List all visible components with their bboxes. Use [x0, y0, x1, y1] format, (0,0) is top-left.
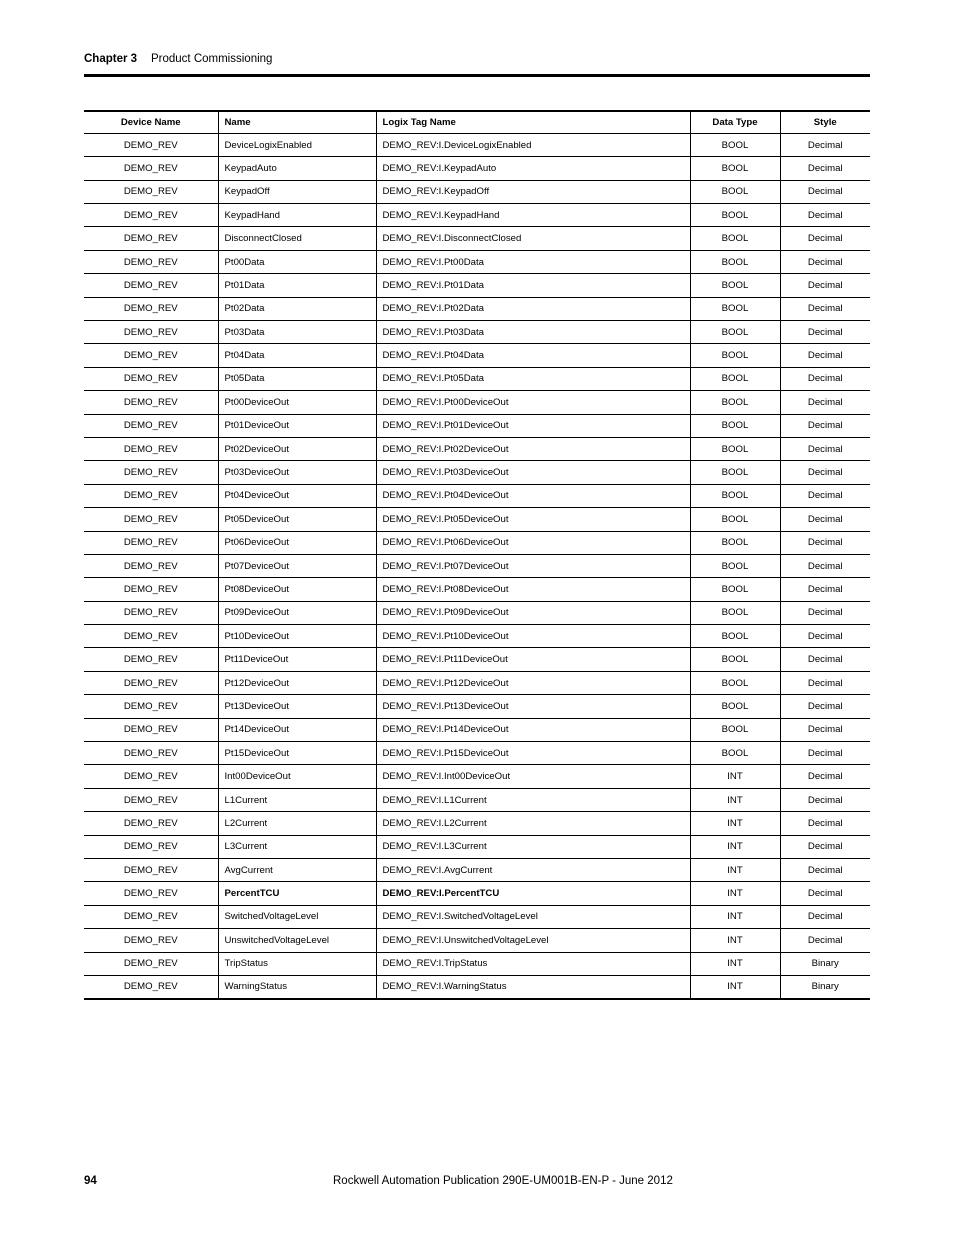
- table-row: [84, 742, 870, 765]
- cell-data-type: INT: [690, 788, 780, 811]
- cell-device-name: DEMO_REV: [84, 975, 218, 998]
- cell-data-type: INT: [690, 765, 780, 788]
- cell-data-type: INT: [690, 882, 780, 905]
- cell-style: Binary: [780, 952, 870, 975]
- table-row: [84, 671, 870, 694]
- cell-name: Pt14DeviceOut: [218, 718, 376, 741]
- cell-device-name: DEMO_REV: [84, 250, 218, 273]
- cell-device-name: DEMO_REV: [84, 952, 218, 975]
- cell-logix-tag-name: DEMO_REV:I.Pt10DeviceOut: [376, 625, 690, 648]
- cell-name: Pt11DeviceOut: [218, 648, 376, 671]
- cell-data-type: BOOL: [690, 648, 780, 671]
- cell-name: Pt07DeviceOut: [218, 554, 376, 577]
- cell-style: Decimal: [780, 437, 870, 460]
- table-row: [84, 391, 870, 414]
- cell-name: Pt04DeviceOut: [218, 484, 376, 507]
- cell-device-name: DEMO_REV: [84, 461, 218, 484]
- column-header-logix-tag-name: Logix Tag Name: [376, 111, 690, 133]
- cell-data-type: BOOL: [690, 274, 780, 297]
- cell-style: Decimal: [780, 625, 870, 648]
- cell-name: Pt02Data: [218, 297, 376, 320]
- cell-style: Decimal: [780, 204, 870, 227]
- cell-device-name: DEMO_REV: [84, 695, 218, 718]
- cell-style: Decimal: [780, 344, 870, 367]
- table-row: [84, 204, 870, 227]
- cell-style: Decimal: [780, 508, 870, 531]
- cell-name: UnswitchedVoltageLevel: [218, 929, 376, 952]
- cell-logix-tag-name: DEMO_REV:I.Pt05DeviceOut: [376, 508, 690, 531]
- cell-data-type: BOOL: [690, 578, 780, 601]
- cell-device-name: DEMO_REV: [84, 204, 218, 227]
- chapter-title: Product Commissioning: [151, 53, 273, 65]
- table-row: [84, 788, 870, 811]
- cell-logix-tag-name: DEMO_REV:I.SwitchedVoltageLevel: [376, 905, 690, 928]
- cell-logix-tag-name: DEMO_REV:I.Pt14DeviceOut: [376, 718, 690, 741]
- cell-device-name: DEMO_REV: [84, 391, 218, 414]
- cell-style: Decimal: [780, 531, 870, 554]
- cell-name: Pt09DeviceOut: [218, 601, 376, 624]
- cell-style: Decimal: [780, 297, 870, 320]
- cell-data-type: BOOL: [690, 297, 780, 320]
- cell-logix-tag-name: DEMO_REV:I.Pt05Data: [376, 367, 690, 390]
- table-row: [84, 695, 870, 718]
- page-header: [84, 53, 870, 75]
- cell-name: Pt01Data: [218, 274, 376, 297]
- table-row: [84, 321, 870, 344]
- cell-data-type: BOOL: [690, 531, 780, 554]
- cell-logix-tag-name: DEMO_REV:I.Pt07DeviceOut: [376, 554, 690, 577]
- cell-logix-tag-name: DEMO_REV:I.Pt15DeviceOut: [376, 742, 690, 765]
- publication-info: Rockwell Automation Publication 290E-UM001B-EN-P - June 2012: [333, 1175, 673, 1187]
- cell-device-name: DEMO_REV: [84, 859, 218, 882]
- cell-device-name: DEMO_REV: [84, 508, 218, 531]
- cell-logix-tag-name: DEMO_REV:I.DisconnectClosed: [376, 227, 690, 250]
- cell-style: Decimal: [780, 788, 870, 811]
- cell-style: Decimal: [780, 905, 870, 928]
- cell-device-name: DEMO_REV: [84, 718, 218, 741]
- cell-logix-tag-name: DEMO_REV:I.Pt12DeviceOut: [376, 671, 690, 694]
- cell-style: Decimal: [780, 391, 870, 414]
- cell-data-type: BOOL: [690, 180, 780, 203]
- cell-device-name: DEMO_REV: [84, 227, 218, 250]
- chapter-label: Chapter 3: [84, 53, 138, 65]
- table-row: [84, 157, 870, 180]
- cell-logix-tag-name: DEMO_REV:I.L3Current: [376, 835, 690, 858]
- cell-logix-tag-name: DEMO_REV:I.Pt00DeviceOut: [376, 391, 690, 414]
- cell-name: AvgCurrent: [218, 859, 376, 882]
- cell-name: KeypadAuto: [218, 157, 376, 180]
- cell-data-type: BOOL: [690, 484, 780, 507]
- cell-device-name: DEMO_REV: [84, 648, 218, 671]
- cell-logix-tag-name: DEMO_REV:I.L2Current: [376, 812, 690, 835]
- cell-logix-tag-name: DEMO_REV:I.Pt08DeviceOut: [376, 578, 690, 601]
- cell-device-name: DEMO_REV: [84, 321, 218, 344]
- cell-name: DeviceLogixEnabled: [218, 133, 376, 156]
- cell-data-type: BOOL: [690, 391, 780, 414]
- cell-style: Decimal: [780, 554, 870, 577]
- cell-data-type: BOOL: [690, 601, 780, 624]
- table-row: [84, 461, 870, 484]
- cell-logix-tag-name: DEMO_REV:I.PercentTCU: [376, 882, 690, 905]
- cell-device-name: DEMO_REV: [84, 157, 218, 180]
- cell-style: Decimal: [780, 671, 870, 694]
- cell-device-name: DEMO_REV: [84, 765, 218, 788]
- table-row: [84, 297, 870, 320]
- cell-logix-tag-name: DEMO_REV:I.Int00DeviceOut: [376, 765, 690, 788]
- cell-logix-tag-name: DEMO_REV:I.Pt03DeviceOut: [376, 461, 690, 484]
- cell-data-type: BOOL: [690, 671, 780, 694]
- cell-style: Decimal: [780, 414, 870, 437]
- cell-style: Decimal: [780, 180, 870, 203]
- column-header-style: Style: [780, 111, 870, 133]
- cell-data-type: INT: [690, 812, 780, 835]
- cell-style: Decimal: [780, 765, 870, 788]
- cell-name: Pt00DeviceOut: [218, 391, 376, 414]
- cell-style: Decimal: [780, 157, 870, 180]
- cell-name: Pt08DeviceOut: [218, 578, 376, 601]
- table-row: [84, 437, 870, 460]
- column-header-data-type: Data Type: [690, 111, 780, 133]
- cell-data-type: INT: [690, 975, 780, 998]
- cell-style: Decimal: [780, 367, 870, 390]
- table-row: [84, 414, 870, 437]
- cell-data-type: BOOL: [690, 718, 780, 741]
- cell-style: Decimal: [780, 812, 870, 835]
- cell-data-type: BOOL: [690, 204, 780, 227]
- cell-name: Int00DeviceOut: [218, 765, 376, 788]
- cell-logix-tag-name: DEMO_REV:I.Pt02Data: [376, 297, 690, 320]
- table-row: [84, 250, 870, 273]
- cell-logix-tag-name: DEMO_REV:I.Pt03Data: [376, 321, 690, 344]
- cell-data-type: INT: [690, 952, 780, 975]
- cell-name: Pt03DeviceOut: [218, 461, 376, 484]
- table-row: [84, 952, 870, 975]
- cell-logix-tag-name: DEMO_REV:I.Pt04DeviceOut: [376, 484, 690, 507]
- cell-style: Decimal: [780, 578, 870, 601]
- cell-device-name: DEMO_REV: [84, 133, 218, 156]
- cell-logix-tag-name: DEMO_REV:I.Pt04Data: [376, 344, 690, 367]
- cell-data-type: INT: [690, 859, 780, 882]
- cell-data-type: BOOL: [690, 508, 780, 531]
- table-row: [84, 765, 870, 788]
- cell-device-name: DEMO_REV: [84, 742, 218, 765]
- cell-data-type: BOOL: [690, 414, 780, 437]
- cell-device-name: DEMO_REV: [84, 625, 218, 648]
- cell-logix-tag-name: DEMO_REV:I.AvgCurrent: [376, 859, 690, 882]
- table-row: [84, 905, 870, 928]
- cell-device-name: DEMO_REV: [84, 835, 218, 858]
- cell-style: Decimal: [780, 648, 870, 671]
- cell-device-name: DEMO_REV: [84, 882, 218, 905]
- cell-style: Decimal: [780, 695, 870, 718]
- cell-style: Decimal: [780, 882, 870, 905]
- table-row: [84, 227, 870, 250]
- cell-data-type: BOOL: [690, 461, 780, 484]
- cell-logix-tag-name: DEMO_REV:I.Pt06DeviceOut: [376, 531, 690, 554]
- cell-data-type: BOOL: [690, 554, 780, 577]
- cell-data-type: BOOL: [690, 344, 780, 367]
- cell-device-name: DEMO_REV: [84, 578, 218, 601]
- table-row: [84, 601, 870, 624]
- cell-device-name: DEMO_REV: [84, 344, 218, 367]
- cell-logix-tag-name: DEMO_REV:I.L1Current: [376, 788, 690, 811]
- table-row: [84, 718, 870, 741]
- cell-data-type: BOOL: [690, 742, 780, 765]
- cell-device-name: DEMO_REV: [84, 601, 218, 624]
- cell-name: Pt13DeviceOut: [218, 695, 376, 718]
- cell-style: Decimal: [780, 461, 870, 484]
- cell-logix-tag-name: DEMO_REV:I.UnswitchedVoltageLevel: [376, 929, 690, 952]
- cell-data-type: BOOL: [690, 367, 780, 390]
- cell-logix-tag-name: DEMO_REV:I.Pt13DeviceOut: [376, 695, 690, 718]
- cell-device-name: DEMO_REV: [84, 437, 218, 460]
- cell-device-name: DEMO_REV: [84, 788, 218, 811]
- cell-device-name: DEMO_REV: [84, 905, 218, 928]
- table-row: [84, 625, 870, 648]
- cell-logix-tag-name: DEMO_REV:I.KeypadOff: [376, 180, 690, 203]
- cell-logix-tag-name: DEMO_REV:I.DeviceLogixEnabled: [376, 133, 690, 156]
- table-row: [84, 554, 870, 577]
- cell-data-type: INT: [690, 905, 780, 928]
- cell-logix-tag-name: DEMO_REV:I.Pt09DeviceOut: [376, 601, 690, 624]
- cell-name: Pt12DeviceOut: [218, 671, 376, 694]
- cell-name: Pt01DeviceOut: [218, 414, 376, 437]
- cell-name: L1Current: [218, 788, 376, 811]
- table-row: [84, 835, 870, 858]
- table-row: [84, 344, 870, 367]
- cell-name: Pt03Data: [218, 321, 376, 344]
- cell-name: KeypadOff: [218, 180, 376, 203]
- cell-name: Pt15DeviceOut: [218, 742, 376, 765]
- table-row: [84, 133, 870, 156]
- cell-logix-tag-name: DEMO_REV:I.Pt01DeviceOut: [376, 414, 690, 437]
- table-row: [84, 859, 870, 882]
- cell-name: PercentTCU: [218, 882, 376, 905]
- cell-style: Binary: [780, 975, 870, 998]
- tag-table: [84, 110, 870, 1000]
- cell-name: KeypadHand: [218, 204, 376, 227]
- cell-style: Decimal: [780, 742, 870, 765]
- cell-name: TripStatus: [218, 952, 376, 975]
- cell-data-type: BOOL: [690, 157, 780, 180]
- table-row: [84, 274, 870, 297]
- cell-data-type: BOOL: [690, 437, 780, 460]
- cell-logix-tag-name: DEMO_REV:I.Pt11DeviceOut: [376, 648, 690, 671]
- table-row: [84, 975, 870, 998]
- cell-device-name: DEMO_REV: [84, 554, 218, 577]
- cell-name: L3Current: [218, 835, 376, 858]
- cell-logix-tag-name: DEMO_REV:I.TripStatus: [376, 952, 690, 975]
- cell-logix-tag-name: DEMO_REV:I.Pt02DeviceOut: [376, 437, 690, 460]
- cell-logix-tag-name: DEMO_REV:I.Pt01Data: [376, 274, 690, 297]
- cell-style: Decimal: [780, 250, 870, 273]
- cell-data-type: INT: [690, 929, 780, 952]
- cell-name: L2Current: [218, 812, 376, 835]
- cell-data-type: BOOL: [690, 321, 780, 344]
- cell-device-name: DEMO_REV: [84, 297, 218, 320]
- cell-device-name: DEMO_REV: [84, 929, 218, 952]
- cell-name: WarningStatus: [218, 975, 376, 998]
- table-row: [84, 531, 870, 554]
- cell-logix-tag-name: DEMO_REV:I.WarningStatus: [376, 975, 690, 998]
- page-number: 94: [84, 1175, 97, 1187]
- cell-data-type: INT: [690, 835, 780, 858]
- cell-style: Decimal: [780, 274, 870, 297]
- cell-style: Decimal: [780, 133, 870, 156]
- cell-style: Decimal: [780, 601, 870, 624]
- cell-device-name: DEMO_REV: [84, 367, 218, 390]
- column-header-name: Name: [218, 111, 376, 133]
- cell-name: DisconnectClosed: [218, 227, 376, 250]
- cell-name: Pt06DeviceOut: [218, 531, 376, 554]
- cell-data-type: BOOL: [690, 227, 780, 250]
- cell-name: Pt10DeviceOut: [218, 625, 376, 648]
- cell-logix-tag-name: DEMO_REV:I.Pt00Data: [376, 250, 690, 273]
- cell-data-type: BOOL: [690, 133, 780, 156]
- table-row: [84, 367, 870, 390]
- column-header-device-name: Device Name: [84, 111, 218, 133]
- cell-data-type: BOOL: [690, 695, 780, 718]
- cell-style: Decimal: [780, 718, 870, 741]
- table-row: [84, 508, 870, 531]
- cell-device-name: DEMO_REV: [84, 414, 218, 437]
- cell-style: Decimal: [780, 227, 870, 250]
- cell-logix-tag-name: DEMO_REV:I.KeypadAuto: [376, 157, 690, 180]
- cell-device-name: DEMO_REV: [84, 274, 218, 297]
- table-row: [84, 484, 870, 507]
- table-row: [84, 180, 870, 203]
- cell-name: SwitchedVoltageLevel: [218, 905, 376, 928]
- table-row: [84, 812, 870, 835]
- cell-device-name: DEMO_REV: [84, 812, 218, 835]
- cell-style: Decimal: [780, 859, 870, 882]
- cell-device-name: DEMO_REV: [84, 180, 218, 203]
- cell-style: Decimal: [780, 929, 870, 952]
- cell-name: Pt05Data: [218, 367, 376, 390]
- cell-device-name: DEMO_REV: [84, 484, 218, 507]
- cell-name: Pt04Data: [218, 344, 376, 367]
- table-row: [84, 929, 870, 952]
- cell-name: Pt02DeviceOut: [218, 437, 376, 460]
- cell-style: Decimal: [780, 835, 870, 858]
- cell-style: Decimal: [780, 321, 870, 344]
- cell-device-name: DEMO_REV: [84, 531, 218, 554]
- cell-data-type: BOOL: [690, 625, 780, 648]
- cell-logix-tag-name: DEMO_REV:I.KeypadHand: [376, 204, 690, 227]
- cell-device-name: DEMO_REV: [84, 671, 218, 694]
- table-row: [84, 648, 870, 671]
- table-header-row: [84, 111, 870, 133]
- header-rule: [84, 74, 870, 77]
- table-row: [84, 882, 870, 905]
- cell-data-type: BOOL: [690, 250, 780, 273]
- cell-name: Pt00Data: [218, 250, 376, 273]
- table-row: [84, 578, 870, 601]
- cell-style: Decimal: [780, 484, 870, 507]
- cell-name: Pt05DeviceOut: [218, 508, 376, 531]
